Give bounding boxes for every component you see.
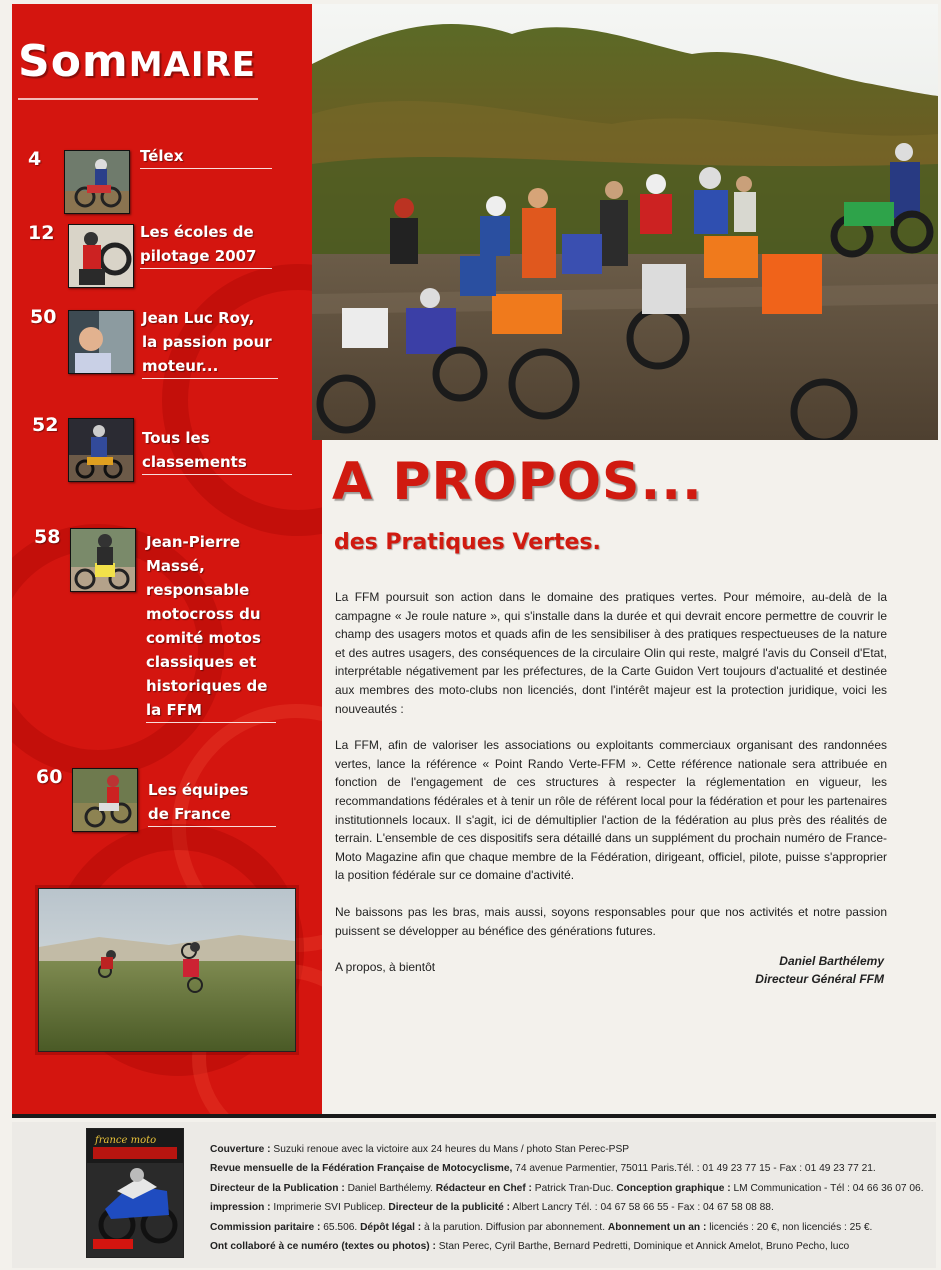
- toc-thumbnail: [68, 310, 134, 374]
- toc-thumbnail: [72, 768, 138, 832]
- magazine-logo-text: france moto: [95, 1135, 157, 1146]
- article-paragraph: La FFM poursuit son action dans le domaine des pratiques vertes. Pour mémoire, au-delà de la campagne « Je roule nature », qui s'installe dans la durée et qui devrait encore permettre de couvrir le champ des usagers motos et quads afin de les sensibiliser à des pratiques respectueuses de la nature et des autres usagers, des conséquences de la circulaire Olin qui reste, malgré l'avis du Conseil d'Etat, interprétable négativement par les préfectures, de la Carte Guidon Vert toujours d'actualité et destinée aux membres des moto-clubs non licenciés, dont l'intérêt majeur est la protection juridique, voici les nouveautés :: [335, 590, 887, 716]
- toc-page-number: 12: [28, 222, 55, 244]
- credit-line: Commission paritaire : 65.506. Dépôt légal : à la parution. Diffusion par abonnement. Abonnement un an : licenciés : 20 €, non licenciés : 25 €.: [210, 1221, 873, 1233]
- credit-line: impression : Imprimerie SVI Publicep. Directeur de la publicité : Albert Lancry Tél. : 04 67 58 66 55 - Fax : 04 67 58 08 88.: [210, 1202, 774, 1214]
- toc-page-number: 60: [36, 766, 63, 788]
- article-paragraph: A propos, à bientôt: [335, 960, 436, 975]
- toc-thumbnail: [68, 418, 134, 482]
- magazine-cover-thumbnail: [86, 1128, 184, 1258]
- toc-page-number: 4: [28, 148, 42, 170]
- sommaire-heading: SomMAIRE: [18, 36, 256, 87]
- table-of-contents-sidebar: [12, 4, 322, 1118]
- toc-title: Télex: [140, 144, 272, 169]
- group-riders-photo: [312, 4, 938, 440]
- toc-title: Les équipes de France: [148, 778, 276, 827]
- signature-name: Daniel Barthélemy: [779, 954, 884, 968]
- toc-thumbnail: [70, 528, 136, 592]
- toc-title: Tous les classements: [142, 426, 292, 475]
- article-body: [335, 588, 887, 995]
- toc-thumbnail: [64, 150, 130, 214]
- heading-underline: [18, 98, 258, 100]
- footer-divider: [12, 1114, 936, 1118]
- article-title: A PROPOS...: [332, 452, 703, 512]
- toc-thumbnail: [68, 224, 134, 288]
- signature-role: Directeur Général FFM: [755, 972, 884, 986]
- signature: [620, 952, 884, 988]
- riders-wheelie-photo: [38, 888, 296, 1052]
- toc-page-number: 50: [30, 306, 57, 328]
- toc-title: Jean Luc Roy, la passion pour moteur...: [142, 306, 278, 379]
- credit-line: Revue mensuelle de la Fédération Française de Motocyclisme, 74 avenue Parmentier, 75011 Paris.Tél. : 01 49 23 77 15 - Fax : 01 49 23 77 21.: [210, 1163, 876, 1175]
- article-paragraph: Ne baissons pas les bras, mais aussi, soyons responsables pour que nos activités et notre passion puissent se développer au bénéfice des générations futures.: [335, 904, 887, 938]
- masthead-footer: [12, 1122, 936, 1268]
- toc-title: Les écoles de pilotage 2007: [140, 220, 272, 269]
- article-paragraph: La FFM, afin de valoriser les associations ou exploitants commerciaux organisant des randonnées vertes, lance la référence « Point Rando Verte-FFM ». Cette référence nationale sera attribuée en fonction de l'engagement de ces structures à respecter la réglementation en vigueur, les recommandations fédérales et à tenir un rôle de référent local pour la fédération et pour les partenaires institutionnels locaux. Il s'agit, ici de démultiplier l'action de la fédération au plus près des réalités de terrain. L'ensemble de ces dispositifs sera détaillé dans un supplément du prochain numéro de France-Moto Magazine afin que chaque membre de la Fédération, dirigeant, officiel, pilote, puisse s'approprier la position fédérale sur ce domaine d'activité.: [335, 738, 887, 883]
- credit-line: Ont collaboré à ce numéro (textes ou photos) : Stan Perec, Cyril Barthe, Bernard Pedretti, Dominique et Annick Amelot, Bruno Pecho, luco: [210, 1241, 850, 1253]
- toc-page-number: 58: [34, 526, 61, 548]
- watermark-wheel: [162, 264, 322, 536]
- credits-block: [210, 1140, 930, 1256]
- toc-title: Jean-Pierre Massé, responsable motocross du comité motos classiques et historiques de la FFM: [146, 530, 276, 723]
- credit-line: Couverture : Suzuki renoue avec la victoire aux 24 heures du Mans / photo Stan Perec-PSP: [210, 1144, 630, 1155]
- article-subtitle: des Pratiques Vertes.: [334, 530, 601, 555]
- toc-page-number: 52: [32, 414, 59, 436]
- credit-line: Directeur de la Publication : Daniel Barthélemy. Rédacteur en Chef : Patrick Tran-Duc. Conception graphique : LM Communication - Tél : 04 66 36 07 06.: [210, 1182, 924, 1194]
